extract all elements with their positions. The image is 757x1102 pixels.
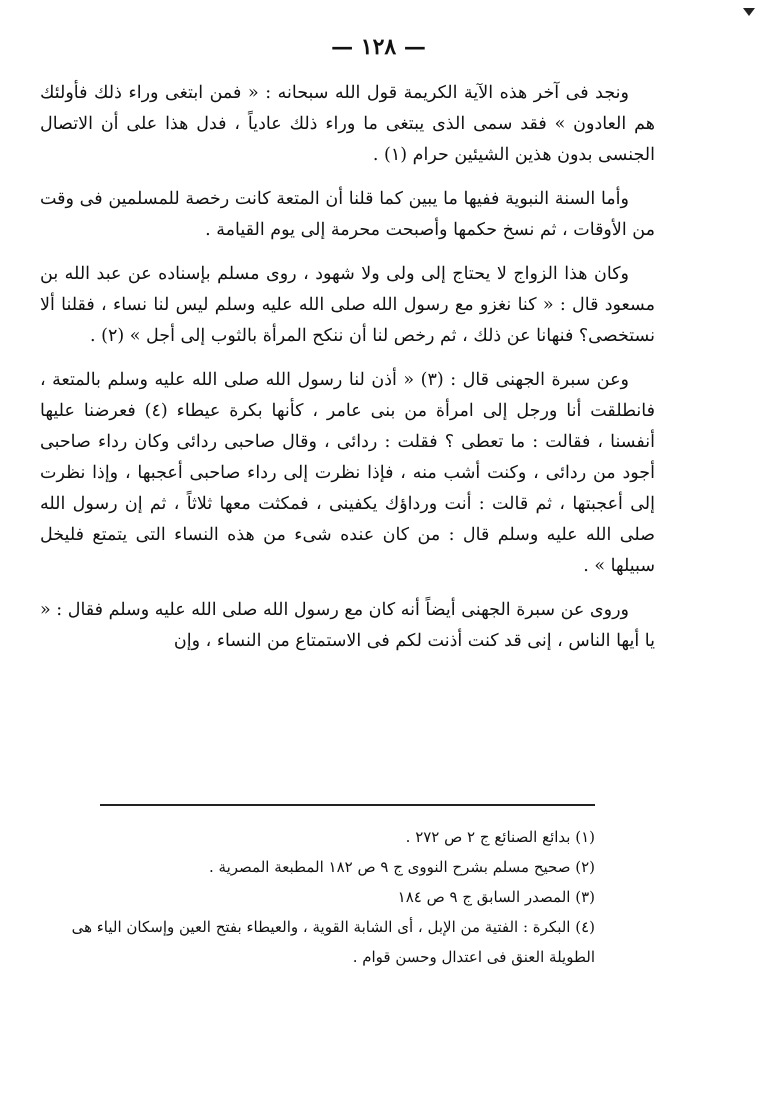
corner-mark (743, 8, 755, 16)
footnote: (١) بدائع الصنائع ج ٢ ص ٢٧٢ . (405, 828, 595, 846)
footnote: (٣) المصدر السابق ج ٩ ص ١٨٤ (397, 888, 595, 906)
footnote: (٤) البكرة : الفتية من الإبل ، أى الشابة القوية ، والعيطاء بفتح العين وإسكان الياء هى الطويلة العنق فى اعتدال وحسن قوام . (71, 918, 595, 966)
main-text (40, 78, 655, 657)
footnote: (٢) صحيح مسلم بشرح النووى ج ٩ ص ١٨٢ المطبعة المصرية . (209, 858, 595, 876)
paragraph-text: وروى عن سبرة الجهنى أيضاً أنه كان مع رسول الله صلى الله عليه وسلم فقال : « يا أيها الناس ، إنى قد كنت أذنت لكم فى الاستمتاع من النساء ، وإن (40, 600, 655, 651)
paragraph-text: وعن سبرة الجهنى قال : (٣) « أذن لنا رسول الله صلى الله عليه وسلم بالمتعة ، فانطلقت أنا ورجل إلى امرأة من بنى عامر ، كأنها بكرة عيطاء (٤) فعرضنا عليها أنفسنا ، فقالت : ما تعطى ؟ فقلت : ردائى ، وقال صاحبى ردائى وكان رداء صاحبى أجود من ردائى ، وكنت أشب منه ، فإذا نظرت إلى رداء صاحبى أعجبها ، وإذا نظرت إلى أعجبتها ، ثم قالت : أنت ورداؤك يكفينى ، فمكثت معها ثلاثاً ، ثم إن رسول الله صلى الله عليه وسلم قال : من كان عنده شىء من هذه النساء التى يتمتع فليخل سبيلها » . (40, 370, 656, 576)
paragraph (40, 365, 655, 582)
paragraph-text: ونجد فى آخر هذه الآية الكريمة قول الله سبحانه : « فمن ابتغى وراء ذلك فأولئك هم العادون » فقد سمى الذى يبتغى ما وراء ذلك عادياً ، فدل هذا على أن الاتصال الجنسى بدون هذين الشيئين حرام (١) . (40, 83, 655, 165)
paragraph-text: وأما السنة النبوية ففيها ما يبين كما قلنا أن المتعة كانت رخصة للمسلمين فى وقت من الأوقات ، ثم نسخ حكمها وأصبحت محرمة إلى يوم القيامة . (40, 189, 655, 240)
paragraph (40, 595, 655, 657)
paragraph (40, 184, 655, 246)
footnote-separator (100, 804, 595, 806)
page-number: — ١٢٨ — (331, 34, 426, 60)
paragraph (40, 78, 655, 171)
paragraph (40, 259, 655, 352)
paragraph-text: وكان هذا الزواج لا يحتاج إلى ولى ولا شهود ، روى مسلم بإسناده عن عبد الله بن مسعود قال : « كنا نغزو مع رسول الله صلى الله عليه وسلم ليس لنا نساء ، فقلنا ألا نستخصى؟ فنهانا عن ذلك ، ثم رخص لنا أن ننكح المرأة بالثوب إلى أجل » (٢) . (40, 264, 655, 346)
footnotes (40, 822, 595, 972)
